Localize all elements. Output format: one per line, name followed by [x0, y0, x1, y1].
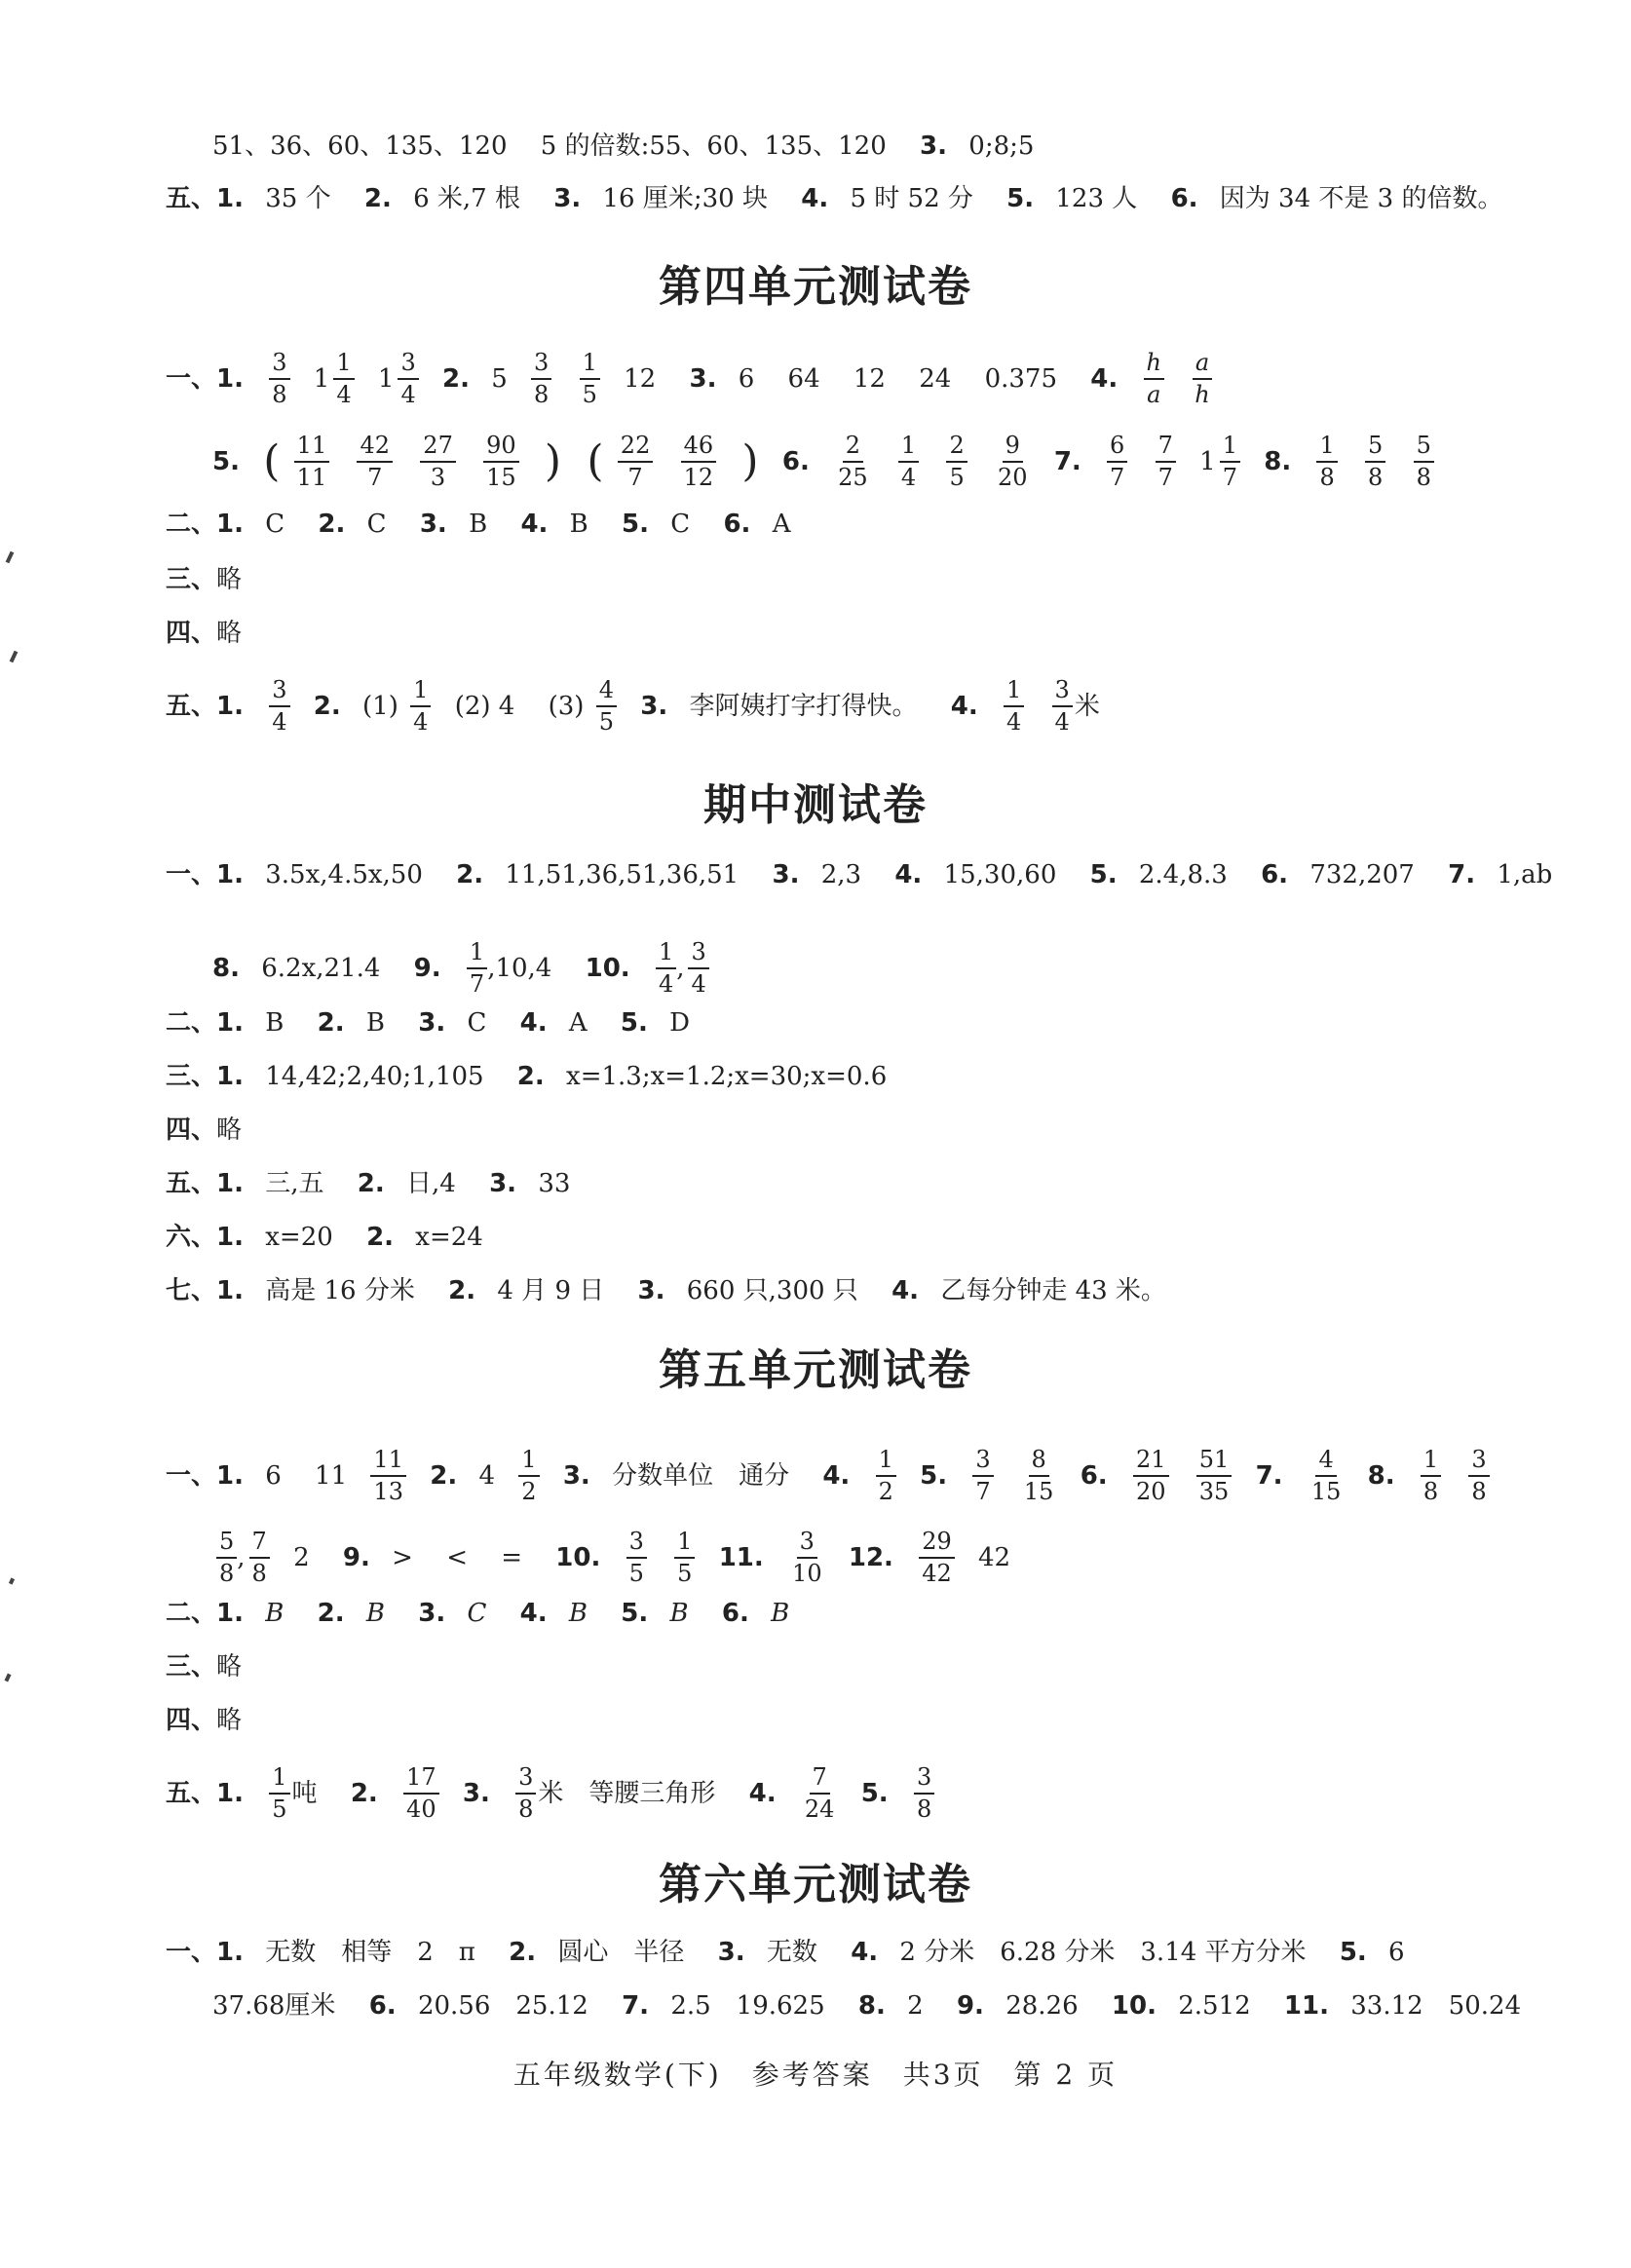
left-paren: ( [263, 436, 281, 487]
answer-text: B [265, 1008, 284, 1038]
fraction: $\frac{1}{7}$ [1220, 434, 1240, 490]
fraction: $\frac{6}{7}$ [1107, 434, 1127, 490]
answer-text: 15,30,60 [943, 860, 1057, 889]
section-label: 四、 [166, 619, 217, 648]
answer-text: 732,207 [1309, 860, 1415, 889]
fraction: $\frac{3}{8}$ [531, 351, 551, 407]
item-number: 4. [519, 1599, 548, 1628]
fraction: $\frac{22}{7}$ [618, 434, 654, 490]
answer-text: 2,3 [820, 860, 862, 889]
answer-text: C [366, 510, 387, 539]
answer-unit: 米 [1074, 692, 1100, 722]
fraction: $\frac{3}{8}$ [515, 1765, 536, 1822]
u4-row-2 [212, 434, 1450, 490]
scan-speck [10, 651, 19, 663]
answer-text: 略 [216, 1706, 243, 1735]
answer-text: 51、36、60、135、120 [212, 132, 508, 161]
u5-row-1 [166, 1448, 1505, 1504]
fraction: $\frac{42}{7}$ [357, 434, 393, 490]
fraction: $\frac{1}{5}$ [269, 1765, 289, 1822]
item-number: 1. [216, 1223, 244, 1252]
item-number: 6. [781, 447, 810, 477]
answer-text: 6 [1388, 1938, 1405, 1967]
answer-text: B [365, 1599, 385, 1628]
answer-text: 2 分米 6.28 分米 3.14 平方分米 [899, 1938, 1307, 1967]
fraction: $\frac{3}{8}$ [914, 1765, 934, 1822]
right-paren: ) [741, 436, 759, 487]
answer-text: 1,ab [1497, 860, 1553, 889]
fraction: $\frac{17}{40}$ [403, 1765, 439, 1822]
answer-text: ,10,4 [487, 954, 552, 984]
scan-speck [9, 1577, 15, 1584]
item-number: 2. [357, 1169, 385, 1198]
item-number: 3. [920, 132, 948, 161]
answer-text: 因为 34 不是 3 的倍数。 [1219, 184, 1503, 213]
section-label: 一、 [166, 1461, 217, 1492]
u4-row-4 [166, 566, 242, 592]
answer-text: 高是 16 分米 [265, 1276, 415, 1305]
item-number: 1. [216, 510, 244, 539]
answer-text: C [467, 1008, 487, 1038]
fraction: $\frac{a}{h}$ [1192, 351, 1212, 407]
answer-text: B [569, 510, 588, 539]
item-number: 4. [894, 860, 923, 889]
item-number: 9. [956, 1991, 984, 2021]
item-number: 12. [848, 1543, 893, 1573]
page-footer: 五年级数学(下) 参考答案 共3页 第 2 页 [512, 2059, 1119, 2091]
scan-speck [6, 551, 15, 564]
item-number: 5. [1006, 184, 1035, 213]
u6-row-2 [212, 1992, 1521, 2019]
item-number: 3. [640, 692, 668, 722]
answer-text: 2.512 [1178, 1991, 1251, 2021]
u5-row-3 [166, 1600, 789, 1626]
answer-text: 2 [293, 1543, 310, 1573]
section-label: 五、 [166, 1779, 217, 1809]
item-number: 8. [857, 1991, 886, 2021]
item-number: 2. [317, 1599, 345, 1628]
item-number: 3. [562, 1461, 590, 1492]
item-number: 5. [621, 1599, 649, 1628]
item-number: 9. [342, 1543, 370, 1573]
item-number: 5. [1339, 1938, 1367, 1967]
answer-text: (3) [548, 692, 585, 722]
item-number: 9. [413, 954, 441, 984]
item-number: 4. [891, 1276, 920, 1305]
answer-text: 20.56 25.12 [417, 1991, 588, 2021]
answer-text: 4 [478, 1461, 496, 1492]
fraction: $\frac{2}{25}$ [838, 432, 868, 492]
answer-text: 6 11 [265, 1461, 348, 1492]
fraction: $\frac{11}{11}$ [294, 434, 330, 490]
answer-text: 3.5x,4.5x,50 [265, 860, 423, 889]
section-label: 二、 [166, 510, 217, 539]
fraction: $\frac{1}{4}$ [410, 678, 431, 735]
answer-text: 无数 相等 2 π [265, 1938, 475, 1967]
item-number: 10. [555, 1543, 601, 1573]
fraction: $\frac{1}{2}$ [518, 1448, 539, 1504]
item-number: 8. [212, 954, 240, 984]
item-number: 6. [721, 1599, 749, 1628]
item-number: 2. [456, 860, 484, 889]
item-number: 1. [216, 692, 244, 722]
answer-text: (1) [362, 692, 398, 722]
fraction: $\frac{27}{3}$ [420, 434, 456, 490]
fraction: $\frac{7}{8}$ [249, 1530, 270, 1586]
right-paren: ) [544, 436, 562, 487]
section-label: 一、 [166, 860, 217, 889]
answer-text: C [467, 1599, 487, 1628]
section-label: 三、 [166, 565, 217, 594]
fraction: $\frac{1}{4}$ [898, 434, 919, 490]
answer-text: 6.2x,21.4 [261, 954, 381, 984]
unit4-title: 第四单元测试卷 [659, 262, 972, 312]
section-label: 五、 [166, 184, 217, 213]
mid-row-7 [166, 1224, 483, 1250]
item-number: 2. [430, 1461, 458, 1492]
mid-row-3 [166, 1009, 690, 1036]
item-number: 3. [689, 364, 717, 395]
fraction: $\frac{1}{5}$ [674, 1530, 695, 1586]
section-label: 一、 [166, 364, 217, 395]
answer-text: 日,4 [406, 1169, 456, 1198]
fraction: $\frac{3}{10}$ [792, 1528, 822, 1588]
u5-row-5 [166, 1707, 242, 1733]
section-label: 二、 [166, 1008, 217, 1038]
answer-text: 0;8;5 [968, 132, 1035, 161]
item-number: 6. [1080, 1461, 1108, 1492]
answer-text: B [771, 1599, 790, 1628]
mid-row-6 [166, 1170, 570, 1196]
section-label: 三、 [166, 1652, 217, 1682]
answer-text: x=20 [265, 1223, 333, 1252]
answer-text: 660 只,300 只 [686, 1276, 858, 1305]
fraction: $\frac{7}{24}$ [804, 1763, 835, 1824]
item-number: 1. [216, 184, 244, 213]
scan-speck [4, 1674, 11, 1682]
answer-text: 14,42;2,40;1,105 [265, 1062, 484, 1091]
item-number: 7. [1255, 1461, 1283, 1492]
answer-text: 6 64 12 24 0.375 [738, 364, 1058, 395]
item-number: 2. [363, 184, 392, 213]
u4-row-1 [166, 351, 1229, 407]
answer-text: C [265, 510, 285, 539]
fraction: $\frac{21}{20}$ [1133, 1448, 1169, 1504]
answer-text: 33.12 50.24 [1350, 1991, 1522, 2021]
fraction: $\frac{3}{8}$ [1468, 1448, 1489, 1504]
fraction: $\frac{2}{5}$ [946, 434, 967, 490]
answer-text: B [669, 1599, 689, 1628]
u4-row-3 [166, 510, 790, 537]
item-number: 3. [553, 184, 582, 213]
item-number: 2. [318, 510, 346, 539]
answer-text: 无数 [766, 1938, 817, 1967]
item-number: 2. [350, 1779, 378, 1809]
mid-row-5 [166, 1116, 242, 1143]
whole-number: 1 [1199, 447, 1216, 477]
fraction: $\frac{1}{8}$ [1316, 434, 1337, 490]
item-number: 2. [366, 1223, 395, 1252]
section-label: 七、 [166, 1276, 217, 1305]
item-number: 4. [950, 692, 978, 722]
fraction: $\frac{5}{8}$ [1365, 434, 1385, 490]
answer-text: 37.68厘米 [212, 1991, 336, 2021]
u4-row-5 [166, 620, 242, 646]
answer-text: 28.26 [1005, 1991, 1079, 2021]
item-number: 7. [622, 1991, 650, 2021]
answer-text: (2) 4 [454, 692, 515, 722]
item-number: 5. [860, 1779, 889, 1809]
item-number: 8. [1367, 1461, 1395, 1492]
answer-text: B [568, 1599, 588, 1628]
item-number: 1. [216, 1169, 244, 1198]
fraction: $\frac{3}{4}$ [688, 940, 708, 997]
item-number: 4. [1090, 364, 1119, 395]
item-number: 2. [317, 1008, 345, 1038]
section-label: 一、 [166, 1938, 217, 1967]
fraction: $\frac{1}{8}$ [1421, 1448, 1441, 1504]
mid-row-8 [166, 1277, 1166, 1304]
fraction: $\frac{1}{4}$ [333, 351, 354, 407]
item-number: 2. [509, 1938, 537, 1967]
u5-row-6 [166, 1765, 950, 1822]
section-label: 五、 [166, 692, 217, 722]
item-number: 4. [822, 1461, 851, 1492]
fraction: $\frac{3}{4}$ [398, 351, 418, 407]
comma: , [237, 1543, 246, 1573]
u4-row-6 [166, 678, 1100, 735]
item-number: 10. [585, 954, 630, 984]
item-number: 7. [1448, 860, 1476, 889]
item-number: 5. [212, 447, 240, 477]
answer-text: 三,五 [265, 1169, 324, 1198]
answer-text: 123 人 [1055, 184, 1138, 213]
carryover-line-2 [166, 185, 1502, 211]
answer-text: 略 [216, 1652, 243, 1682]
item-number: 4. [519, 1008, 548, 1038]
answer-text: 4 月 9 日 [497, 1276, 605, 1305]
item-number: 6. [723, 510, 751, 539]
item-number: 11. [1283, 1991, 1329, 2021]
answer-text: 42 [978, 1543, 1011, 1573]
answer-text: 16 厘米;30 块 [602, 184, 768, 213]
fraction: $\frac{1}{7}$ [467, 940, 487, 997]
answer-unit: 吨 [291, 1779, 318, 1809]
answer-text: 圆心 半径 [557, 1938, 685, 1967]
whole-number: 1 [377, 364, 395, 395]
section-label: 三、 [166, 1062, 217, 1091]
answer-text: 2 [907, 1991, 924, 2021]
answer-text: 35 个 [265, 184, 331, 213]
comma: , [676, 954, 685, 984]
answer-text: A [772, 510, 791, 539]
item-number: 1. [216, 1599, 244, 1628]
answer-text: 11,51,36,51,36,51 [505, 860, 740, 889]
answer-text: A [568, 1008, 588, 1038]
fraction: $\frac{3}{5}$ [626, 1530, 647, 1586]
section-label: 六、 [166, 1223, 217, 1252]
item-number: 6. [1170, 184, 1198, 213]
answer-text: 33 [538, 1169, 571, 1198]
item-number: 4. [520, 510, 549, 539]
answer-text: > < = [392, 1543, 523, 1573]
fraction: $\frac{1}{2}$ [876, 1448, 896, 1504]
fraction: $\frac{3}{4}$ [1052, 678, 1073, 735]
item-number: 1. [216, 1938, 244, 1967]
item-number: 1. [216, 364, 244, 395]
item-number: 10. [1111, 1991, 1157, 2021]
fraction: $\frac{h}{a}$ [1144, 351, 1164, 407]
carryover-line-1 [212, 132, 1034, 159]
answer-text: 李阿姨打字打得快。 [689, 692, 918, 722]
answer-text: C [670, 510, 691, 539]
u5-row-2 [212, 1530, 1010, 1586]
fraction: $\frac{8}{15}$ [1023, 1446, 1054, 1506]
item-number: 3. [418, 1599, 446, 1628]
item-number: 3. [418, 1008, 446, 1038]
item-number: 2. [448, 1276, 476, 1305]
fraction: $\frac{7}{7}$ [1156, 434, 1176, 490]
answer-text: B [469, 510, 488, 539]
section-label: 四、 [166, 1115, 217, 1145]
midterm-title: 期中测试卷 [703, 780, 928, 830]
item-number: 5. [920, 1461, 948, 1492]
item-number: 6. [368, 1991, 397, 2021]
mid-row-4 [166, 1063, 887, 1089]
fraction: $\frac{11}{13}$ [370, 1448, 406, 1504]
fraction: $\frac{9}{20}$ [998, 432, 1028, 492]
answer-text: 略 [216, 1115, 243, 1145]
fraction: $\frac{1}{5}$ [580, 351, 600, 407]
unit6-title: 第六单元测试卷 [659, 1860, 972, 1909]
unit5-title: 第五单元测试卷 [659, 1345, 972, 1395]
item-number: 4. [801, 184, 829, 213]
fraction: $\frac{3}{7}$ [972, 1448, 993, 1504]
fraction: $\frac{4}{5}$ [596, 678, 617, 735]
answer-text: B [265, 1599, 284, 1628]
item-number: 4. [748, 1779, 777, 1809]
section-label: 二、 [166, 1599, 217, 1628]
item-number: 4. [851, 1938, 879, 1967]
u5-row-4 [166, 1653, 242, 1680]
item-number: 2. [313, 692, 341, 722]
answer-text: 2.5 19.625 [670, 1991, 825, 2021]
answer-text: x=1.3;x=1.2;x=30;x=0.6 [566, 1062, 888, 1091]
answer-text: 略 [216, 565, 243, 594]
answer-text: 5 [491, 364, 508, 395]
item-number: 1. [216, 1779, 244, 1809]
item-number: 3. [717, 1938, 745, 1967]
mid-row-1 [166, 861, 1552, 888]
item-number: 11. [718, 1543, 764, 1573]
item-number: 1. [216, 1062, 244, 1091]
item-number: 8. [1264, 447, 1292, 477]
answer-text: 6 米,7 根 [413, 184, 520, 213]
item-number: 3. [462, 1779, 490, 1809]
fraction: $\frac{29}{42}$ [919, 1530, 955, 1586]
fraction: $\frac{3}{4}$ [269, 678, 289, 735]
answer-unit: 米 等腰三角形 [538, 1779, 716, 1809]
item-number: 5. [620, 1008, 648, 1038]
fraction: $\frac{4}{15}$ [1310, 1446, 1342, 1506]
fraction: $\frac{1}{4}$ [1004, 678, 1024, 735]
item-number: 1. [216, 1008, 244, 1038]
answer-text: 12 [624, 364, 657, 395]
answer-text: 2.4,8.3 [1138, 860, 1228, 889]
section-label: 四、 [166, 1706, 217, 1735]
fraction: $\frac{90}{15}$ [483, 434, 519, 490]
item-number: 3. [419, 510, 447, 539]
item-number: 7. [1053, 447, 1081, 477]
fraction: $\frac{5}{8}$ [216, 1530, 237, 1586]
answer-text: 5 时 52 分 [850, 184, 973, 213]
item-number: 3. [772, 860, 800, 889]
answer-text: B [365, 1008, 385, 1038]
fraction: $\frac{46}{12}$ [681, 434, 717, 490]
fraction: $\frac{51}{35}$ [1196, 1448, 1233, 1504]
answer-text: x=24 [415, 1223, 483, 1252]
answer-text: 分数单位 通分 [612, 1461, 790, 1492]
whole-number: 1 [313, 364, 330, 395]
item-number: 1. [216, 860, 244, 889]
answer-text: 5 的倍数:55、60、135、120 [540, 132, 887, 161]
item-number: 5. [1089, 860, 1118, 889]
section-label: 五、 [166, 1169, 217, 1198]
fraction: $\frac{1}{4}$ [656, 940, 676, 997]
item-number: 2. [441, 364, 470, 395]
item-number: 2. [516, 1062, 545, 1091]
item-number: 3. [637, 1276, 665, 1305]
answer-text: 乙每分钟走 43 米。 [940, 1276, 1166, 1305]
u6-row-1 [166, 1939, 1405, 1965]
item-number: 1. [216, 1461, 244, 1492]
fraction: $\frac{3}{8}$ [269, 351, 289, 407]
item-number: 3. [489, 1169, 517, 1198]
fraction: $\frac{5}{8}$ [1414, 434, 1434, 490]
item-number: 5. [622, 510, 650, 539]
item-number: 1. [216, 1276, 244, 1305]
mid-row-2 [212, 940, 725, 997]
answer-text: 略 [216, 619, 243, 648]
left-paren: ( [587, 436, 604, 487]
answer-text: D [669, 1008, 691, 1038]
item-number: 6. [1261, 860, 1289, 889]
